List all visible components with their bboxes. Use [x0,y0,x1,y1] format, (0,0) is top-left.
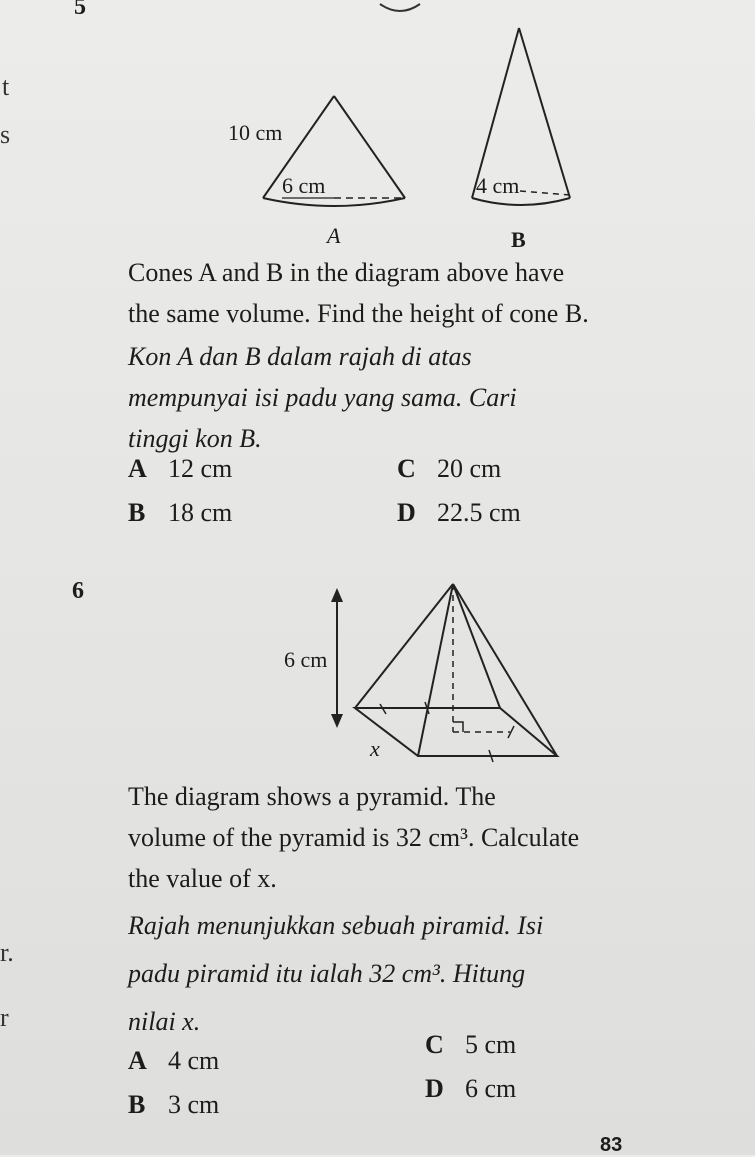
text-line: Cones A and B in the diagram above have [128,258,565,287]
q6-text-en [128,776,579,899]
cone-b-radius-label: 4 cm [476,173,520,198]
edge-fragment: r. [0,938,14,967]
base-label: x [370,736,380,761]
text-line: mempunyai isi padu yang sama. Cari [128,383,517,412]
text-line: the value of x. [128,864,277,893]
q6-option-d[interactable]: D 6 cm [425,1074,517,1103]
q5-text-en [128,252,589,334]
cone-a-radius-label: 6 cm [282,173,326,198]
cone-a-name: A [327,223,341,248]
edge-fragment: t [2,72,10,101]
text-line: Kon A dan B dalam rajah di atas [128,342,472,371]
question-number-6: 6 [72,578,84,604]
text-line: nilai x. [128,1007,201,1036]
page-number: 83 [600,1134,623,1156]
q5-option-b[interactable]: B 18 cm [128,498,233,527]
pyramid-diagram [0,570,755,780]
text-line: the same volume. Find the height of cone B. [128,299,589,328]
edge-fragment: r [0,1003,9,1032]
text-line: tinggi kon B. [128,424,262,453]
q5-option-a[interactable]: A 12 cm [128,454,233,483]
q5-option-c[interactable]: C 20 cm [397,454,502,483]
text-line: volume of the pyramid is 32 cm³. Calculate [128,823,580,852]
height-label: 6 cm [284,647,328,672]
q6-option-b[interactable]: B 3 cm [128,1090,220,1119]
text-line: The diagram shows a pyramid. The [128,782,496,811]
q5-text-ms [128,336,517,459]
q6-option-a[interactable]: A 4 cm [128,1046,220,1075]
edge-fragment: s [0,120,11,149]
text-line: Rajah menunjukkan sebuah piramid. Isi [128,911,544,940]
cone-b-name: B [511,227,526,252]
text-line: padu piramid itu ialah 32 cm³. Hitung [128,959,526,988]
cone-a-slant-label: 10 cm [228,120,283,145]
q6-option-c[interactable]: C 5 cm [425,1030,517,1059]
pyramid [355,584,557,762]
q6-text-ms [128,902,543,1046]
q5-option-d[interactable]: D 22.5 cm [397,498,521,527]
question-number-5: 5 [74,0,86,20]
height-arrow [331,588,343,728]
cones-diagram [0,0,755,260]
